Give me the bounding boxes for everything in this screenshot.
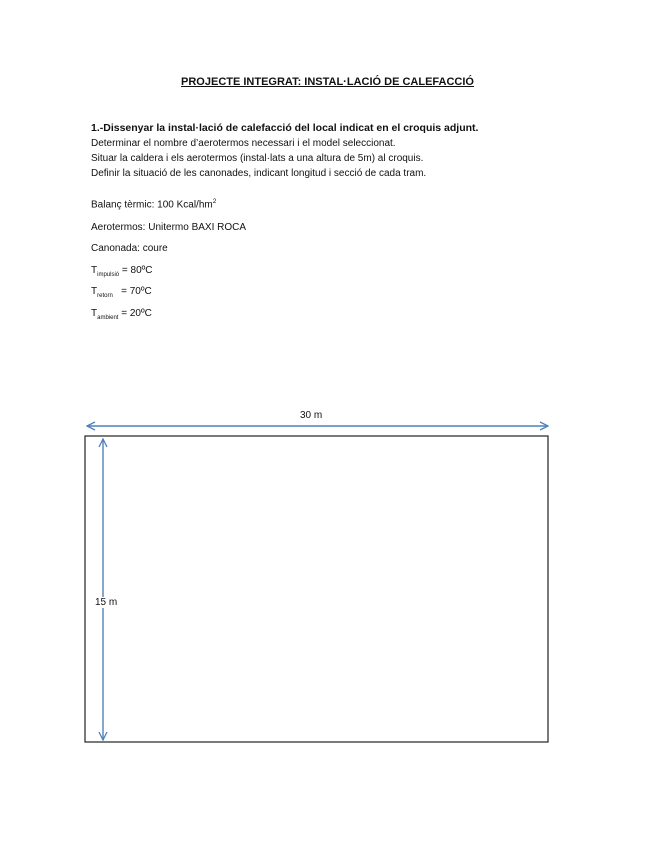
thermal-balance-exponent: 2 <box>212 198 217 205</box>
task-heading: 1.-Dissenyar la instal·lació de calefacció del local indicat en el croquis adjunt. <box>91 122 479 134</box>
height-label: 15 m <box>95 597 118 608</box>
room-outline <box>85 436 548 742</box>
temp-value: = 70ºC <box>112 286 152 297</box>
temp-symbol: T <box>91 286 98 297</box>
temp-subscript: impulsió <box>97 272 120 278</box>
page-title: PROJECTE INTEGRAT: INSTAL·LACIÓ DE CALEFACCIÓ <box>181 76 474 88</box>
width-label: 30 m <box>300 410 323 421</box>
task-line: Situar la caldera i els aerotermos (instal·lats a una altura de 5m) al croquis. <box>91 153 424 164</box>
temp-subscript: ambient <box>97 315 119 321</box>
heater-model: Aerotermos: Unitermo BAXI ROCA <box>91 222 247 233</box>
thermal-balance-text: Balanç tèrmic: 100 Kcal/hm <box>91 199 213 211</box>
temp-symbol: T <box>91 308 98 319</box>
temp-value: = 20ºC <box>118 308 152 319</box>
temp-value: = 80ºC <box>119 265 153 276</box>
temp-subscript: retorn <box>97 293 113 299</box>
task-line: Determinar el nombre d’aerotermos necessari i el model seleccionat. <box>91 138 396 149</box>
pipe-material: Canonada: coure <box>91 243 168 254</box>
temp-symbol: T <box>91 265 98 276</box>
task-line: Definir la situació de les canonades, indicant longitud i secció de cada tram. <box>91 168 427 179</box>
